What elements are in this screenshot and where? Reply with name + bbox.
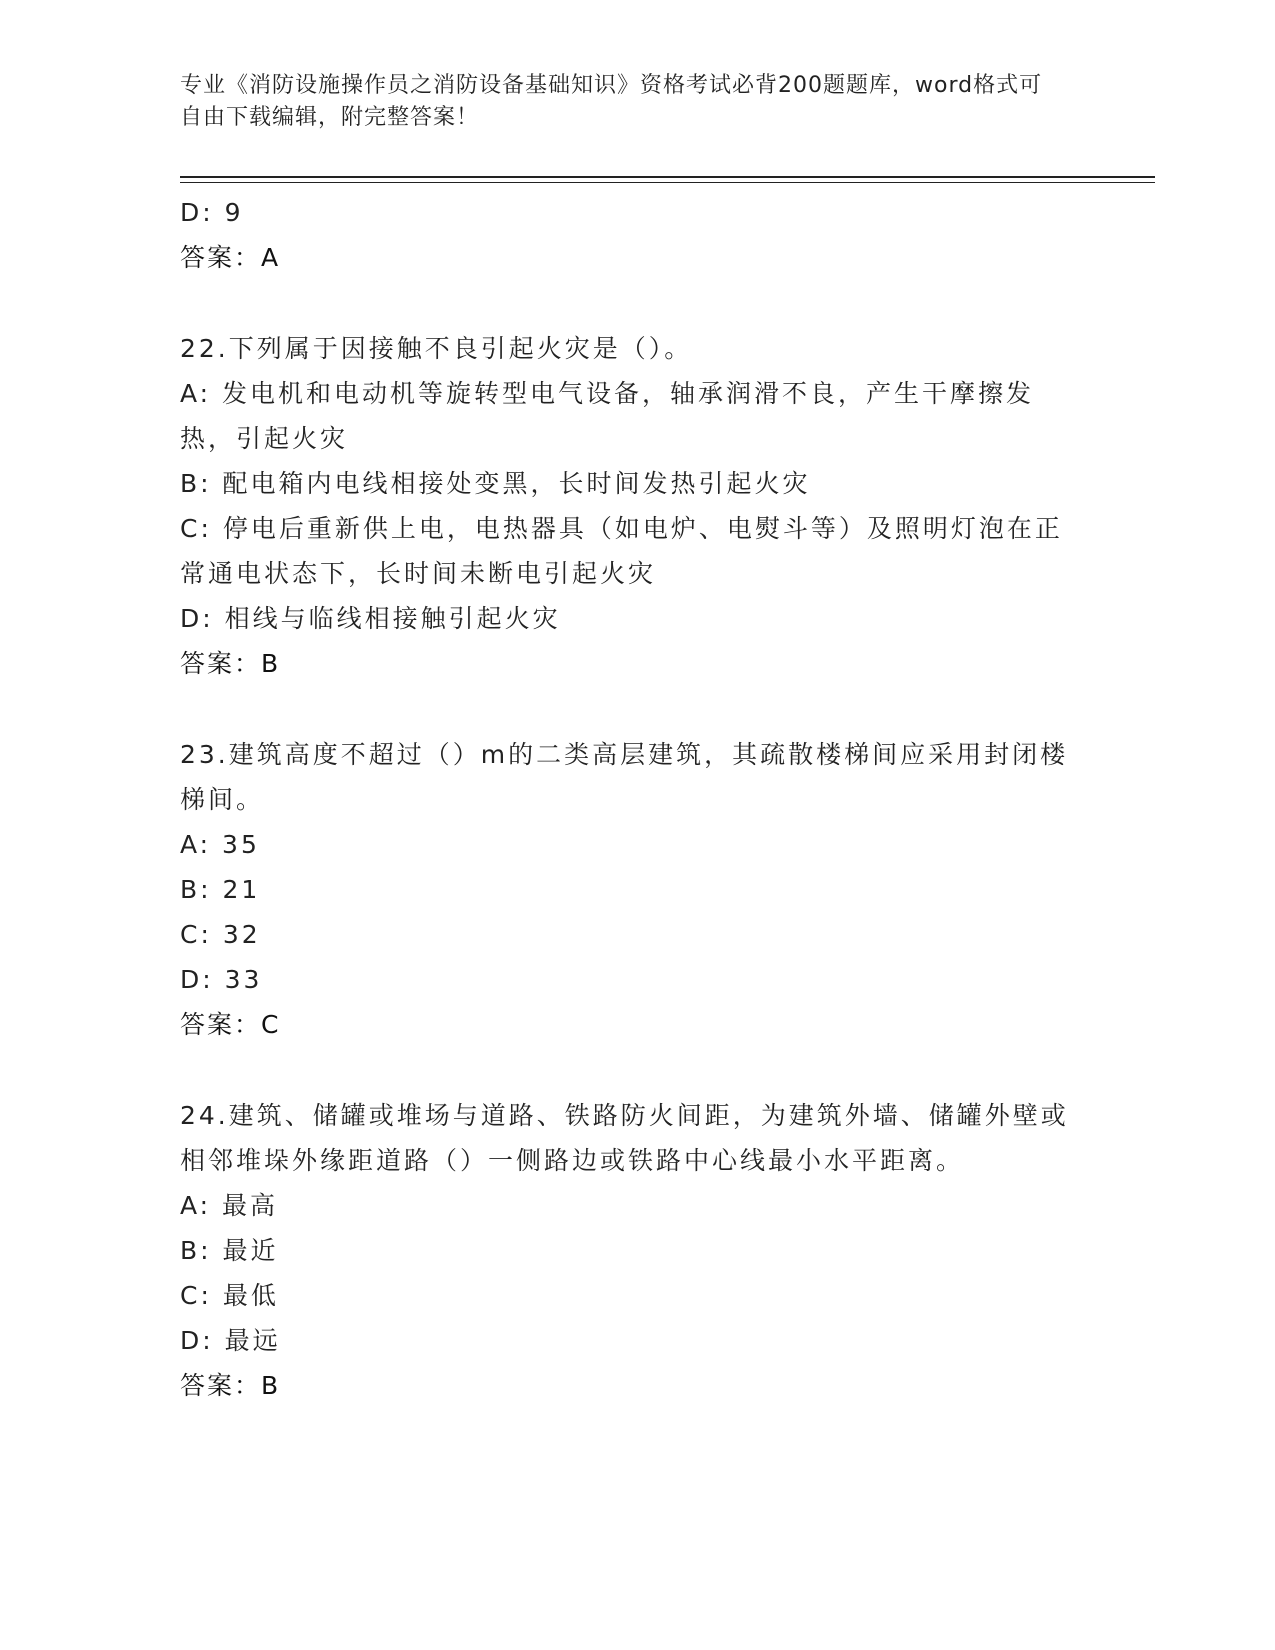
question-stem: 23.建筑高度不超过（）m的二类高层建筑，其疏散楼梯间应采用封闭楼梯间。 xyxy=(180,740,1069,814)
option-c: C: 最低 xyxy=(180,1281,279,1310)
option-b: B: 21 xyxy=(180,875,261,904)
header-divider-thin xyxy=(180,182,1155,183)
question-24 xyxy=(180,1093,1080,1408)
option-b: B: 最近 xyxy=(180,1236,279,1265)
option-d: D: 相线与临线相接触引起火灾 xyxy=(180,604,561,633)
question-stem: 22.下列属于因接触不良引起火灾是（）。 xyxy=(180,334,693,363)
answer: 答案：B xyxy=(180,1371,281,1400)
option-c: C: 停电后重新供上电，电热器具（如电炉、电熨斗等）及照明灯泡在正常通电状态下，长时间未断电引起火灾 xyxy=(180,514,1063,588)
prev-answer: 答案：A xyxy=(180,243,281,272)
question-22 xyxy=(180,326,1080,686)
document-header: 专业《消防设施操作员之消防设备基础知识》资格考试必背200题题库，word格式可自由下载编辑，附完整答案！ xyxy=(180,73,1043,130)
question-23 xyxy=(180,732,1080,1047)
option-b: B: 配电箱内电线相接处变黑，长时间发热引起火灾 xyxy=(180,469,811,498)
option-a: A: 发电机和电动机等旋转型电气设备，轴承润滑不良，产生干摩擦发热，引起火灾 xyxy=(180,379,1035,453)
option-d: D: 33 xyxy=(180,965,263,994)
answer: 答案：B xyxy=(180,649,281,678)
header-divider-thick xyxy=(180,176,1155,178)
question-stem: 24.建筑、储罐或堆场与道路、铁路防火间距，为建筑外墙、储罐外壁或相邻堆垛外缘距道路（）一侧路边或铁路中心线最小水平距离。 xyxy=(180,1101,1069,1175)
answer: 答案：C xyxy=(180,1010,281,1039)
option-a: A: 最高 xyxy=(180,1191,279,1220)
prev-option-d: D: 9 xyxy=(180,198,244,227)
option-a: A: 35 xyxy=(180,830,260,859)
option-c: C: 32 xyxy=(180,920,261,949)
option-d: D: 最远 xyxy=(180,1326,281,1355)
document-body xyxy=(180,190,1080,1408)
